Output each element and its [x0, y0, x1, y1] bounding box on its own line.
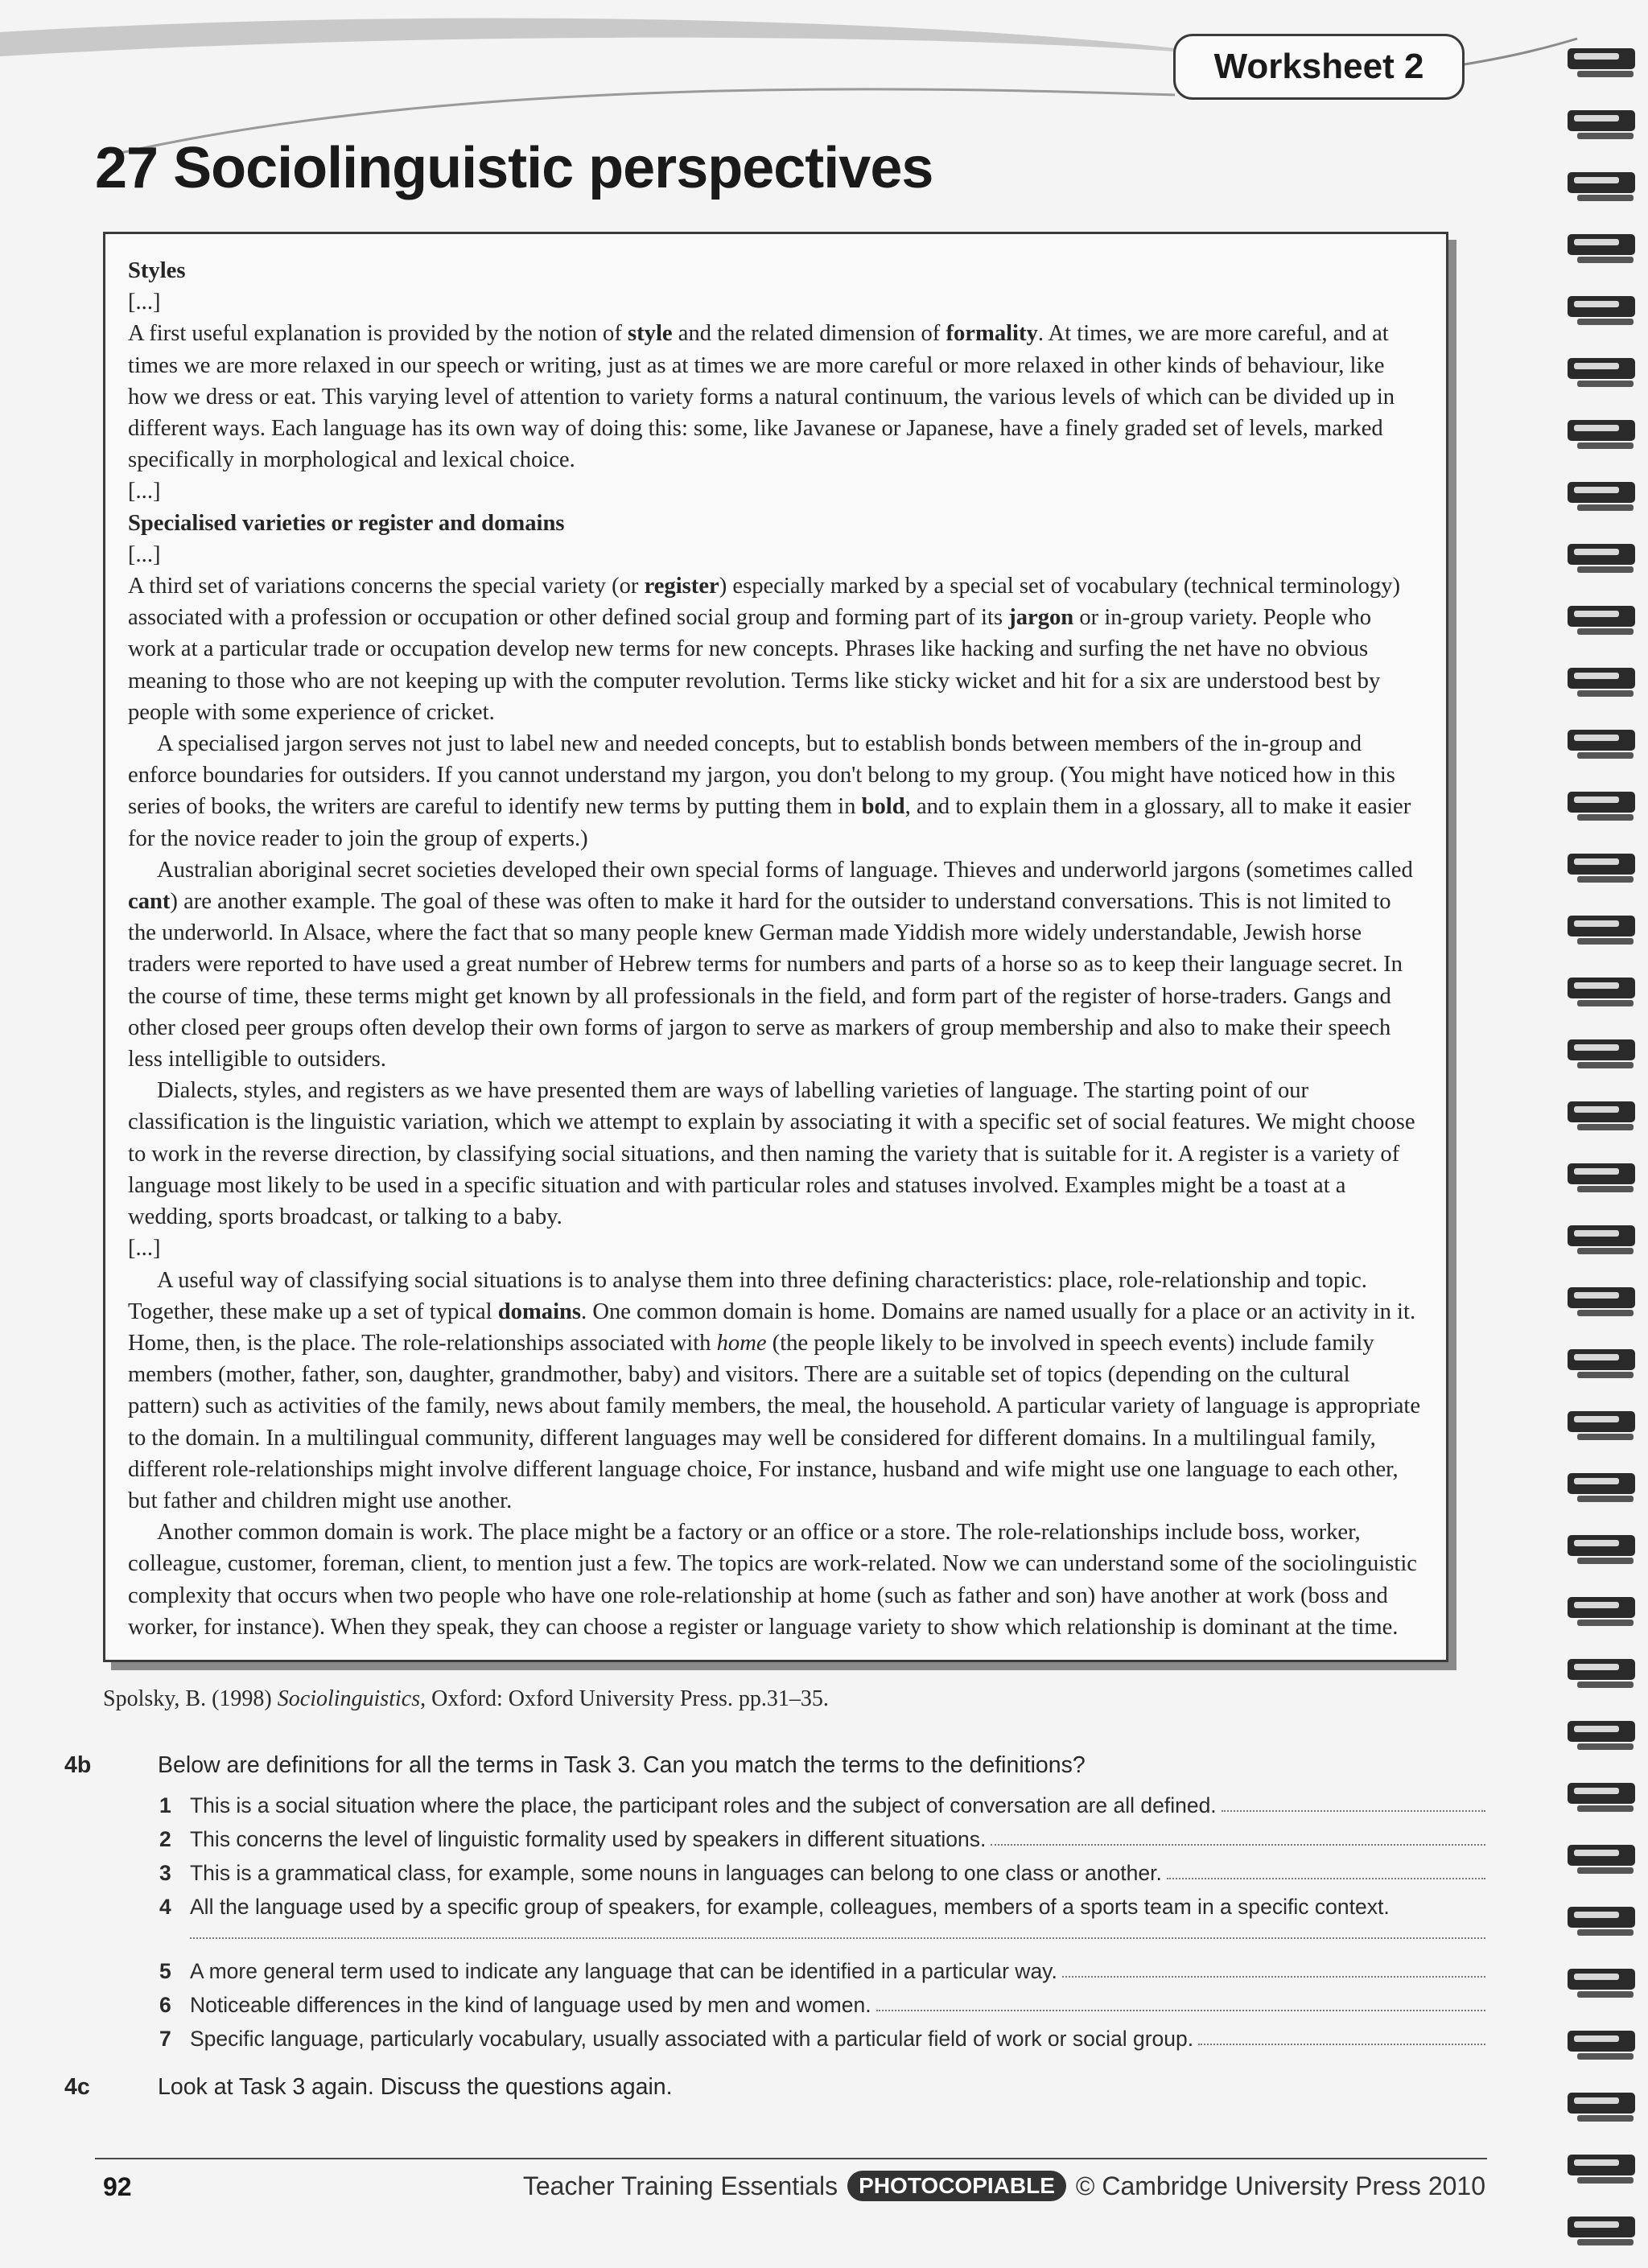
binding-ring	[1568, 1845, 1635, 1874]
paragraph: A useful way of classifying social situations is to analyse them into three defining characteristics: place, role-relationship and topic. Together, these make up a set of typical domains. One common domain is home. Domains are named usually for a place or an activity in it. Home, then, is the place. The role-relationships associated with home (the people likely to be involved in speech events) include family members (mother, father, son, daughter, grandmother, baby) and visitors. There are a suitable set of topics (depending on the cultural pattern) such as activities of the family, news about family members, the meal, the household. A particular variety of language is appropriate to the domain. In a multilingual community, different languages may well be considered for different domains. In a multilingual family, different role-relationships might involve different language choice, For instance, husband and wife might use one language to each other, but father and children might use another.	[128, 1267, 1421, 1513]
binding-ring	[1568, 1907, 1635, 1936]
binding-ring	[1568, 1411, 1635, 1440]
binding-ring	[1568, 2217, 1635, 2245]
binding-ring	[1568, 1473, 1635, 1502]
binding-ring	[1568, 1349, 1635, 1378]
answer-line[interactable]	[1062, 1975, 1485, 1978]
binding-ring	[1568, 1287, 1635, 1316]
series-name: Teacher Training Essentials	[522, 2171, 838, 2200]
binding-ring	[1568, 730, 1635, 759]
paragraph: Dialects, styles, and registers as we have presented them are ways of labelling varieties of language. The starting point of our classification is the linguistic variation, which we attempt to explain by associating it with a specific set of social features. We might choose to work in the reverse direction, by classifying social situations, and then naming the variety that is suitable for it. A register is a variety of language most likely to be used in a specific situation and with particular roles and statuses involved. Examples might be a toast at a wedding, sports broadcast, or talking to a baby.	[128, 1078, 1415, 1230]
answer-line[interactable]	[1222, 1809, 1485, 1812]
reading-passage	[103, 232, 1448, 1662]
definition-item: 5 A more general term used to indicate any language that can be identified in a particular way.	[159, 1953, 1485, 1984]
binding-ring	[1568, 978, 1635, 1006]
ellipsis: [...]	[128, 290, 161, 315]
binding-ring	[1568, 1969, 1635, 1998]
copyright: © Cambridge University Press 2010	[1075, 2171, 1485, 2200]
definition-item: 1 This is a social situation where the place, the participant roles and the subject of conversation are all defined.	[159, 1788, 1485, 1818]
definition-item: 6 Noticeable differences in the kind of language used by men and women.	[159, 1987, 1485, 2018]
binding-ring	[1568, 854, 1635, 883]
binding-ring	[1568, 544, 1635, 573]
binding-ring	[1568, 1163, 1635, 1192]
definition-item: 2 This concerns the level of linguistic formality used by speakers in different situations.	[159, 1821, 1485, 1852]
task-number: 4b	[64, 1752, 92, 1778]
binding-ring	[1568, 1783, 1635, 1812]
paragraph: Australian aboriginal secret societies developed their own special forms of language. Thieves and underworld jargons (sometimes called cant) are another example. The goal of these was often to make it hard for the outsider to understand conversations. This is not limited to the underworld. In Alsace, where the fact that so many people knew German made Yiddish more widely understandable, Jewish horse traders were reported to have used a great number of Hebrew terms for numbers and parts of a horse so as to keep their language secret. In the course of time, these terms might get known by all professionals in the field, and form part of the register of horse-traders. Gangs and other closed peer groups often develop their own forms of jargon to serve as markers of group membership and also to make their speech less intelligible to outsiders.	[128, 857, 1413, 1072]
source-citation: Spolsky, B. (1998) Sociolinguistics, Oxford: Oxford University Press. pp.31–35.	[103, 1686, 829, 1711]
binding-ring	[1568, 110, 1635, 139]
binding-ring	[1568, 1659, 1635, 1688]
answer-line[interactable]	[991, 1843, 1485, 1846]
task-number: 4c	[64, 2074, 90, 2100]
section-heading-register: Specialised varieties or register and domains	[128, 510, 565, 536]
spiral-binding	[1553, 0, 1648, 2268]
answer-line[interactable]	[190, 1937, 1485, 1939]
binding-ring	[1568, 296, 1635, 325]
binding-ring	[1568, 916, 1635, 945]
binding-ring	[1568, 1225, 1635, 1254]
definition-item: 4 All the language used by a specific group of speakers, for example, colleagues, members of a sports team in a specific context.	[159, 1895, 1390, 1919]
binding-ring	[1568, 358, 1635, 387]
binding-ring	[1568, 1597, 1635, 1626]
page-title: 27 Sociolinguistic perspectives	[95, 136, 933, 200]
page-number: 92	[103, 2172, 132, 2201]
header-swoosh	[0, 19, 1175, 56]
section-heading-styles: Styles	[128, 258, 186, 283]
binding-ring	[1568, 1039, 1635, 1068]
binding-ring	[1568, 234, 1635, 263]
binding-ring	[1568, 2093, 1635, 2122]
worksheet-label: Worksheet 2	[1173, 34, 1465, 100]
binding-ring	[1568, 48, 1635, 77]
binding-ring	[1568, 482, 1635, 511]
answer-line[interactable]	[1198, 2043, 1485, 2045]
ellipsis: [...]	[128, 541, 161, 567]
answer-line[interactable]	[876, 2009, 1485, 2011]
binding-ring	[1568, 606, 1635, 635]
footer-rule	[95, 2158, 1487, 2159]
binding-ring	[1568, 172, 1635, 201]
binding-ring	[1568, 420, 1635, 449]
binding-ring	[1568, 1721, 1635, 1750]
ellipsis: [...]	[128, 479, 161, 504]
paragraph: A third set of variations concerns the special variety (or register) especially marked by a special set of vocabulary (technical terminology) associated with a profession or occupation or other defined social group and forming part of its jargon or in-group variety. People who work at a particular trade or occupation develop new terms for new concepts. Phrases like hacking and surfing the net have no obvious meaning to those who are not keeping up with the computer revolution. Terms like sticky wicket and hit for a six are understood best by people with some experience of cricket.	[128, 574, 1401, 725]
definition-item: 7 Specific language, particularly vocabulary, usually associated with a particular field of work or social group.	[159, 2021, 1485, 2052]
paragraph: A specialised jargon serves not just to label new and needed concepts, but to establish bonds between members of the in-group and enforce boundaries for outsiders. If you cannot understand my jargon, you don't belong to my group. (You might have noticed how in this series of books, the writers are careful to identify new terms by putting them in bold, and to explain them in a glossary, all to make it easier for the novice reader to join the group of experts.)	[128, 731, 1411, 851]
binding-ring	[1568, 1101, 1635, 1130]
binding-ring	[1568, 2031, 1635, 2060]
footer-credit	[523, 2171, 1485, 2201]
photocopiable-badge: PHOTOCOPIABLE	[847, 2171, 1066, 2201]
task-instruction: Look at Task 3 again. Discuss the questions again.	[158, 2074, 673, 2100]
binding-ring	[1568, 668, 1635, 697]
ellipsis: [...]	[128, 1236, 161, 1262]
binding-ring	[1568, 792, 1635, 821]
task-instruction: Below are definitions for all the terms in Task 3. Can you match the terms to the definitions?	[158, 1752, 1086, 1778]
binding-ring	[1568, 1535, 1635, 1564]
paragraph: A first useful explanation is provided by the notion of style and the related dimension of formality. At times, we are more careful, and at times we are more relaxed in our speech or writing, just as at times we are more careful or more relaxed in other kinds of behaviour, like how we dress or eat. This varying level of attention to variety forms a natural continuum, the various levels of which can be divided up in different ways. Each language has its own way of doing this: some, like Javanese or Japanese, have a finely graded set of levels, marked specifically in morphological and lexical choice.	[128, 321, 1395, 473]
binding-ring	[1568, 2155, 1635, 2184]
definition-item: 3 This is a grammatical class, for example, some nouns in languages can belong to one class or another.	[159, 1855, 1485, 1886]
paragraph: Another common domain is work. The place might be a factory or an office or a store. The role-relationships include boss, worker, colleague, customer, foreman, client, to mention just a few. The topics are work-related. Now we can understand some of the sociolinguistic complexity that occurs when two people who have one role-relationship at home (such as father and son) have another at work (boss and worker, for instance). When they speak, they can choose a register or language variety to show which relationship is dominant at the time.	[128, 1520, 1417, 1640]
answer-line[interactable]	[1167, 1877, 1485, 1879]
